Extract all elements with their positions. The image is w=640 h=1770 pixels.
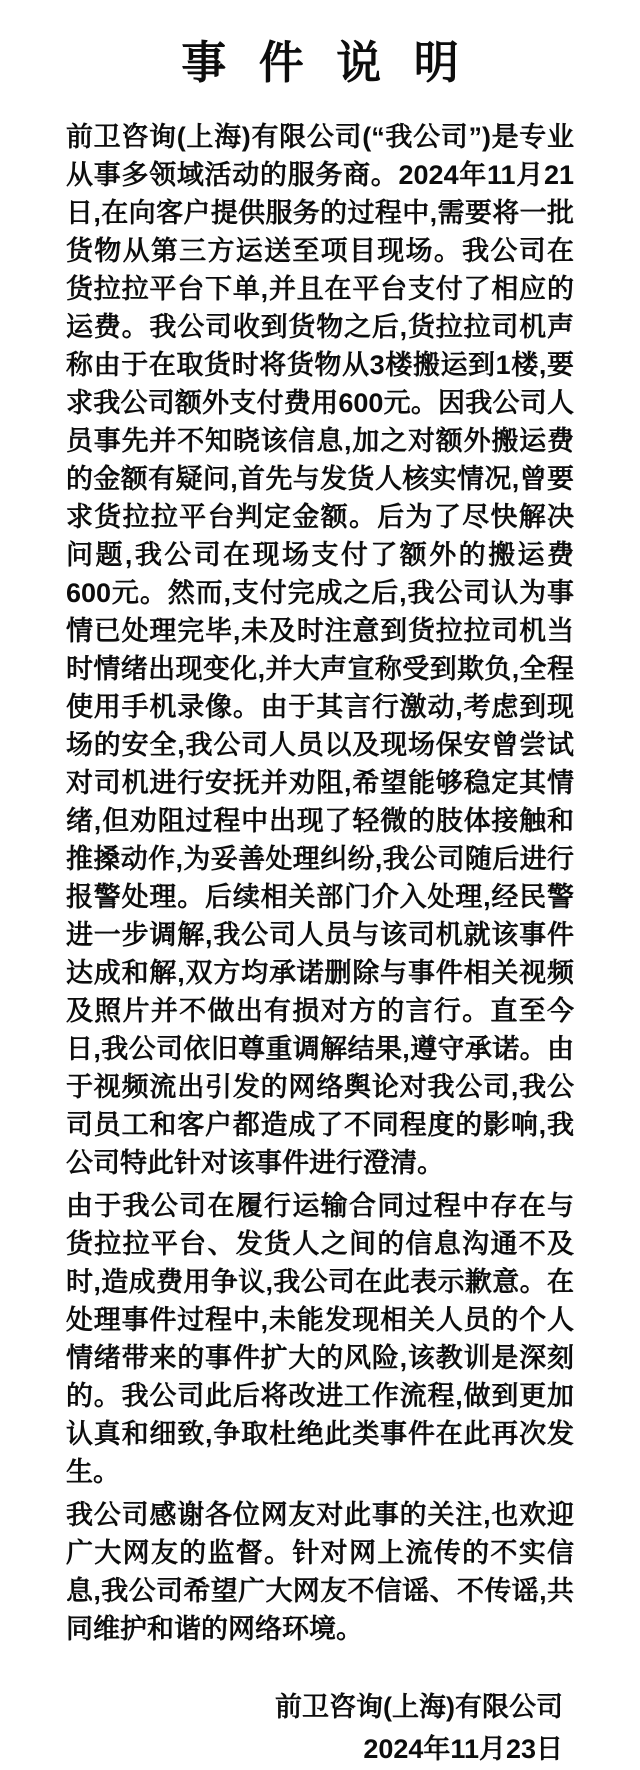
signature-block bbox=[66, 1686, 574, 1770]
document-title: 事 件 说 明 bbox=[181, 37, 469, 88]
signature-date: 2024年11月23日 bbox=[363, 1734, 563, 1764]
statement-paragraph-incident: 前卫咨询(上海)有限公司(“我公司”)是专业从事多领域活动的服务商。2024年11月21日,在向客户提供服务的过程中,需要将一批货物从第三方运送至项目现场。我公司在货拉拉平台下单,并且在平台支付了相应的运费。我公司收到货物之后,货拉拉司机声称由于在取货时将货物从3楼搬运到1楼,要求我公司额外支付费用600元。因我公司人员事先并不知晓该信息,加之对额外搬运费的金额有疑问,首先与发货人核实情况,曾要求货拉拉平台判定金额。后为了尽快解决问题,我公司在现场支付了额外的搬运费600元。然而,支付完成之后,我公司认为事情已处理完毕,未及时注意到货拉拉司机当时情绪出现变化,并大声宣称受到欺负,全程使用手机录像。由于其言行激动,考虑到现场的安全,我公司人员以及现场保安曾尝试对司机进行安抚并劝阻,希望能够稳定其情绪,但劝阻过程中出现了轻微的肢体接触和推搡动作,为妥善处理纠纷,我公司随后进行报警处理。后续相关部门介入处理,经民警进一步调解,我公司人员与该司机就该事件达成和解,双方均承诺删除与事件相关视频及照片并不做出有损对方的言行。直至今日,我公司依旧尊重调解结果,遵守承诺。由于视频流出引发的网络舆论对我公司,我公司员工和客户都造成了不同程度的影响,我公司特此针对该事件进行澄清。 bbox=[66, 122, 574, 1178]
statement-body bbox=[66, 118, 574, 1648]
statement-paragraph-apology: 由于我公司在履行运输合同过程中存在与货拉拉平台、发货人之间的信息沟通不及时,造成费用争议,我公司在此表示歉意。在处理事件过程中,未能发现相关人员的个人情绪带来的事件扩大的风险,该教训是深刻的。我公司此后将改进工作流程,做到更加认真和细致,争取杜绝此类事件在此再次发生。 bbox=[66, 1191, 574, 1487]
signature-company: 前卫咨询(上海)有限公司 bbox=[275, 1692, 563, 1722]
statement-paragraph-appeal: 我公司感谢各位网友对此事的关注,也欢迎广大网友的监督。针对网上流传的不实信息,我公司希望广大网友不信谣、不传谣,共同维护和谐的网络环境。 bbox=[66, 1500, 574, 1644]
